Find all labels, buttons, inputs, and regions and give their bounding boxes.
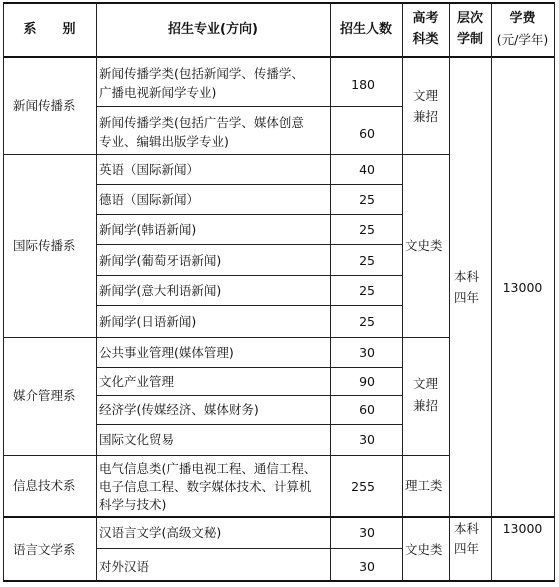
enrollment-count: 90 [359,374,375,389]
row-divider [3,154,449,155]
table-top-border [3,2,555,4]
major-name: 新闻学(意大利语新闻) [99,283,222,298]
enrollment-count: 30 [359,559,375,574]
exam-category: 文史类 [405,542,443,557]
department-name: 媒介管理系 [13,388,76,403]
tuition-amount: 13000 [502,280,543,295]
row-divider [3,337,449,338]
major-name: 汉语言文学(高级文秘) [99,525,222,540]
table-left-border [3,2,4,582]
tuition-amount: 13000 [502,521,543,536]
department-name: 新闻传播系 [13,98,76,113]
exam-category: 文理 [413,88,439,103]
row-divider [96,214,402,215]
enrollment-count: 30 [359,525,375,540]
row-divider [96,395,402,396]
row-divider [3,455,449,456]
level-duration: 四年 [454,290,480,305]
row-divider [96,367,402,368]
level-duration: 本科 [454,521,480,536]
major-name: 文化产业管理 [99,374,175,389]
enrollment-count: 25 [359,314,375,329]
header-enrollment: 招生人数 [339,22,392,37]
exam-category: 理工类 [405,478,443,493]
major-name: 新闻学(日语新闻) [99,314,197,329]
major-name: 对外汉语 [99,559,150,574]
row-divider [96,244,402,245]
column-divider [449,2,450,582]
major-name: 广播电视新闻学专业) [99,85,217,100]
enrollment-count: 30 [359,345,375,360]
enrollment-count: 25 [359,222,375,237]
exam-category: 兼招 [413,109,439,124]
column-divider [402,2,403,582]
major-name: 国际文化贸易 [99,432,175,447]
enrollment-count: 255 [351,479,375,494]
major-name: 英语（国际新闻） [99,162,200,177]
row-divider [96,106,402,107]
major-name: 专业、编辑出版学专业) [99,134,229,149]
header-bottom-border [3,56,555,58]
department-name: 语言文学系 [13,542,76,557]
major-name: 电子信息工程、数字媒体技术、计算机 [99,479,312,494]
header-tuition-1: 学费 [509,11,536,26]
enrollment-table [3,2,555,582]
major-name: 新闻传播学类(包括广告学、媒体创意 [99,115,304,130]
enrollment-count: 30 [359,432,375,447]
header-department: 系 别 [23,22,76,37]
major-name: 经济学(传媒经济、媒体财务) [99,402,259,417]
major-name: 新闻传播学类(包括新闻学、传播学、 [99,66,304,81]
header-tuition-2: (元/学年) [496,32,549,47]
enrollment-count: 40 [359,162,375,177]
header-level-1: 层次 [456,11,483,26]
row-divider [96,548,402,549]
enrollment-count: 25 [359,192,375,207]
enrollment-count: 60 [359,126,375,141]
major-name: 德语（国际新闻） [99,192,200,207]
header-exam-category-2: 科类 [412,32,439,47]
header-level-2: 学制 [456,32,483,47]
major-name: 公共事业管理(媒体管理) [99,345,234,360]
exam-category: 文理 [413,376,439,391]
row-divider [96,305,402,306]
department-name: 国际传播系 [13,238,76,253]
enrollment-count: 180 [351,77,375,92]
level-duration: 四年 [454,541,480,556]
enrollment-count: 25 [359,253,375,268]
column-divider [96,2,97,582]
row-divider [96,275,402,276]
major-name: 科学与技术) [99,497,167,512]
exam-category: 兼招 [413,398,439,413]
group-divider [3,516,555,518]
enrollment-count: 60 [359,402,375,417]
exam-category: 文史类 [405,238,443,253]
enrollment-count: 25 [359,283,375,298]
major-name: 电气信息类(广播电视工程、通信工程、 [99,461,317,476]
table-right-border [554,2,555,582]
major-name: 新闻学(葡萄牙语新闻) [99,253,222,268]
row-divider [96,184,402,185]
level-duration: 本科 [454,269,480,284]
header-major: 招生专业(方向) [168,22,258,37]
table-bottom-border [3,580,555,582]
major-name: 新闻学(韩语新闻) [99,222,197,237]
header-exam-category-1: 高考 [412,11,439,26]
department-name: 信息技术系 [13,478,76,493]
row-divider [96,424,402,425]
